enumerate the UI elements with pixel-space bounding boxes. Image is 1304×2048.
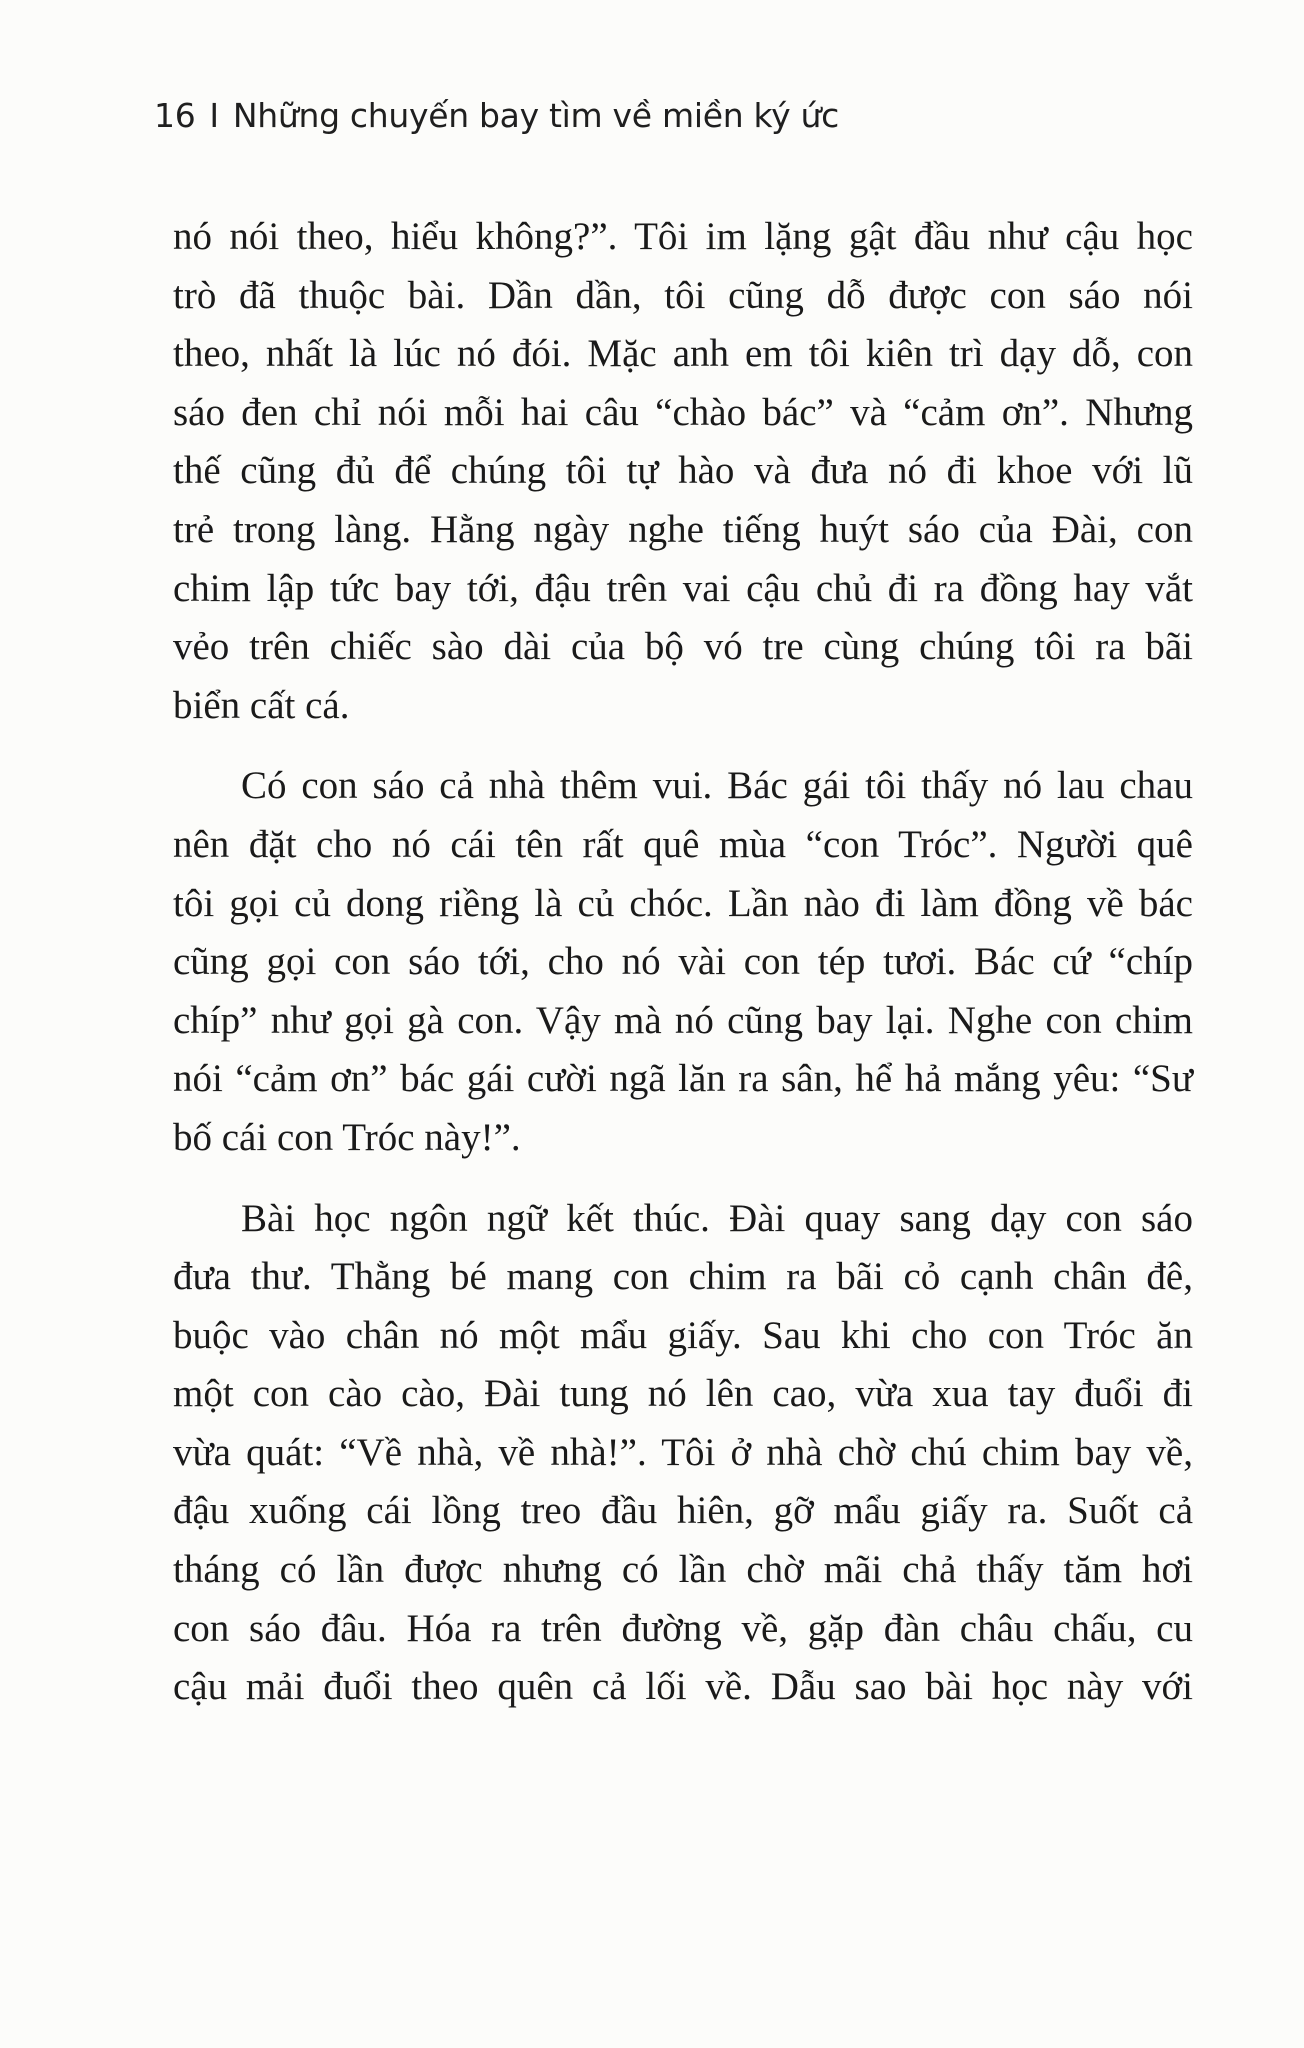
page-number: 16 xyxy=(154,96,196,135)
text-line: biển cất cá. xyxy=(173,683,350,727)
text-line: theo, nhất là lúc nó đói. Mặc anh em tôi kiên trì dạy dỗ, con xyxy=(173,332,1193,376)
paragraph-3 xyxy=(173,1190,1193,1717)
text-line: chíp” như gọi gà con. Vậy mà nó cũng bay lại. Nghe con chim xyxy=(173,998,1193,1042)
text-line: thế cũng đủ để chúng tôi tự hào và đưa nó đi khoe với lũ xyxy=(173,449,1193,493)
text-line: trẻ trong làng. Hằng ngày nghe tiếng huýt sáo của Đài, con xyxy=(173,507,1193,551)
paragraph-2 xyxy=(173,757,1193,1167)
text-line: một con cào cào, Đài tung nó lên cao, vừa xua tay đuổi đi xyxy=(173,1372,1193,1416)
text-line: nên đặt cho nó cái tên rất quê mùa “con Tróc”. Người quê xyxy=(173,822,1193,866)
text-line: tháng có lần được nhưng có lần chờ mãi chả thấy tăm hơi xyxy=(173,1548,1193,1592)
header-separator: I xyxy=(209,96,219,135)
running-header xyxy=(154,96,839,135)
text-line: cậu mải đuổi theo quên cả lối về. Dẫu sao bài học này với xyxy=(173,1665,1193,1709)
text-line: đưa thư. Thằng bé mang con chim ra bãi cỏ cạnh chân đê, xyxy=(173,1255,1193,1299)
text-line: vẻo trên chiếc sào dài của bộ vó tre cùng chúng tôi ra bãi xyxy=(173,625,1193,669)
text-line: tôi gọi củ dong riềng là củ chóc. Lần nào đi làm đồng về bác xyxy=(173,881,1193,925)
text-line: Có con sáo cả nhà thêm vui. Bác gái tôi thấy nó lau chau xyxy=(241,764,1193,808)
text-line: chim lập tức bay tới, đậu trên vai cậu chủ đi ra đồng hay vắt xyxy=(173,566,1193,610)
text-line: Bài học ngôn ngữ kết thúc. Đài quay sang dạy con sáo xyxy=(241,1196,1193,1240)
paragraph-1 xyxy=(173,208,1193,735)
text-line: nói “cảm ơn” bác gái cười ngã lăn ra sân, hể hả mắng yêu: “Sư xyxy=(173,1057,1193,1101)
text-line: buộc vào chân nó một mẩu giấy. Sau khi cho con Tróc ăn xyxy=(173,1313,1193,1357)
text-line: con sáo đâu. Hóa ra trên đường về, gặp đàn châu chấu, cu xyxy=(173,1606,1193,1650)
body-text xyxy=(173,208,1193,1717)
text-line: nó nói theo, hiểu không?”. Tôi im lặng gật đầu như cậu học xyxy=(173,215,1193,258)
text-line: vừa quát: “Về nhà, về nhà!”. Tôi ở nhà chờ chú chim bay về, xyxy=(173,1430,1193,1474)
text-line: sáo đen chỉ nói mỗi hai câu “chào bác” và “cảm ơn”. Nhưng xyxy=(173,390,1193,434)
text-line: cũng gọi con sáo tới, cho nó vài con tép tươi. Bác cứ “chíp xyxy=(173,940,1193,984)
text-line: trò đã thuộc bài. Dần dần, tôi cũng dỗ được con sáo nói xyxy=(173,273,1193,317)
text-line: bố cái con Tróc này!”. xyxy=(173,1115,521,1159)
text-line: đậu xuống cái lồng treo đầu hiên, gỡ mẩu giấy ra. Suốt cả xyxy=(173,1489,1193,1533)
running-title: Những chuyến bay tìm về miền ký ức xyxy=(232,96,840,135)
